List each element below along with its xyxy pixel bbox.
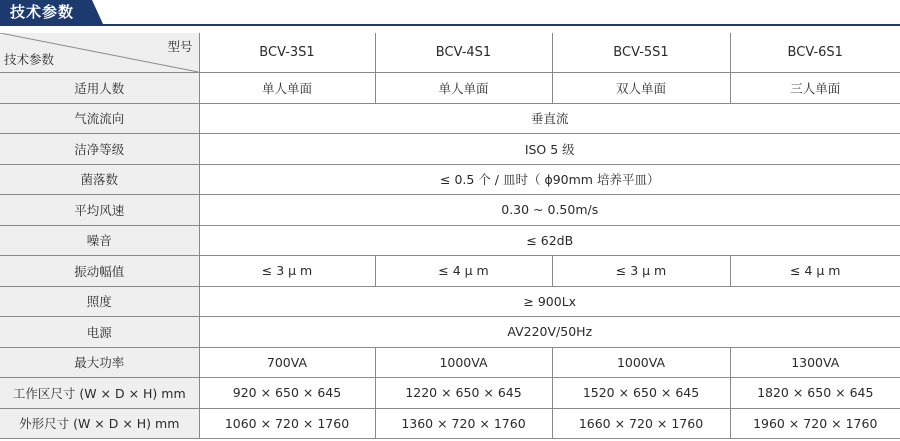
- cell-value: ≤ 4 μ m: [375, 256, 552, 287]
- row-illum: [0, 286, 900, 317]
- corner-param-label: 技术参数: [4, 52, 55, 67]
- row-label: 平均风速: [0, 195, 199, 226]
- cell-value: ≤ 3 μ m: [199, 256, 375, 287]
- row-clean: [0, 134, 900, 165]
- cell-value: ≤ 62dB: [199, 225, 900, 256]
- cell-value: ≥ 900Lx: [199, 286, 900, 317]
- row-wind: [0, 195, 900, 226]
- model-header: BCV-4S1: [375, 33, 552, 73]
- row-label: 适用人数: [0, 73, 199, 104]
- cell-value: 1820 × 650 × 645: [730, 378, 900, 409]
- row-label: 工作区尺寸 (W × D × H) mm: [0, 378, 199, 409]
- model-header: BCV-6S1: [730, 33, 900, 73]
- cell-value: 1960 × 720 × 1760: [730, 408, 900, 439]
- cell-value: ISO 5 级: [199, 134, 900, 165]
- model-header: BCV-3S1: [199, 33, 375, 73]
- cell-value: 双人单面: [552, 73, 730, 104]
- row-label: 电源: [0, 317, 199, 348]
- cell-value: 1000VA: [375, 347, 552, 378]
- cell-value: 0.30 ~ 0.50m/s: [199, 195, 900, 226]
- row-airflow: [0, 103, 900, 134]
- row-vibration: [0, 256, 900, 287]
- cell-value: 920 × 650 × 645: [199, 378, 375, 409]
- row-label: 噪音: [0, 225, 199, 256]
- row-people: [0, 73, 900, 104]
- cell-value: 1300VA: [730, 347, 900, 378]
- spec-table: [0, 33, 900, 439]
- row-label: 菌落数: [0, 164, 199, 195]
- cell-value: 单人单面: [199, 73, 375, 104]
- row-label: 气流流向: [0, 103, 199, 134]
- cell-value: AV220V/50Hz: [199, 317, 900, 348]
- cell-value: ≤ 3 μ m: [552, 256, 730, 287]
- section-underline: [0, 24, 900, 26]
- row-label: 振动幅值: [0, 256, 199, 287]
- row-label: 最大功率: [0, 347, 199, 378]
- section-header: [0, 0, 900, 30]
- cell-value: 1000VA: [552, 347, 730, 378]
- row-maxpower: [0, 347, 900, 378]
- cell-value: 单人单面: [375, 73, 552, 104]
- row-label: 照度: [0, 286, 199, 317]
- header-row: [0, 33, 900, 73]
- row-bacteria: [0, 164, 900, 195]
- section-title: 技术参数: [10, 3, 75, 21]
- row-outer: [0, 408, 900, 439]
- model-header: BCV-5S1: [552, 33, 730, 73]
- corner-model-label: 型号: [167, 39, 193, 54]
- row-label: 外形尺寸 (W × D × H) mm: [0, 408, 199, 439]
- cell-value: 垂直流: [199, 103, 900, 134]
- row-power: [0, 317, 900, 348]
- cell-value: 1060 × 720 × 1760: [199, 408, 375, 439]
- cell-value: 三人单面: [730, 73, 900, 104]
- cell-value: ≤ 4 μ m: [730, 256, 900, 287]
- row-noise: [0, 225, 900, 256]
- cell-value: 1360 × 720 × 1760: [375, 408, 552, 439]
- cell-value: 1660 × 720 × 1760: [552, 408, 730, 439]
- cell-value: ≤ 0.5 个 / 皿时（ ɸ90mm 培养平皿）: [199, 164, 900, 195]
- cell-value: 1220 × 650 × 645: [375, 378, 552, 409]
- cell-value: 700VA: [199, 347, 375, 378]
- row-workarea: [0, 378, 900, 409]
- corner-cell: [0, 33, 199, 73]
- cell-value: 1520 × 650 × 645: [552, 378, 730, 409]
- row-label: 洁净等级: [0, 134, 199, 165]
